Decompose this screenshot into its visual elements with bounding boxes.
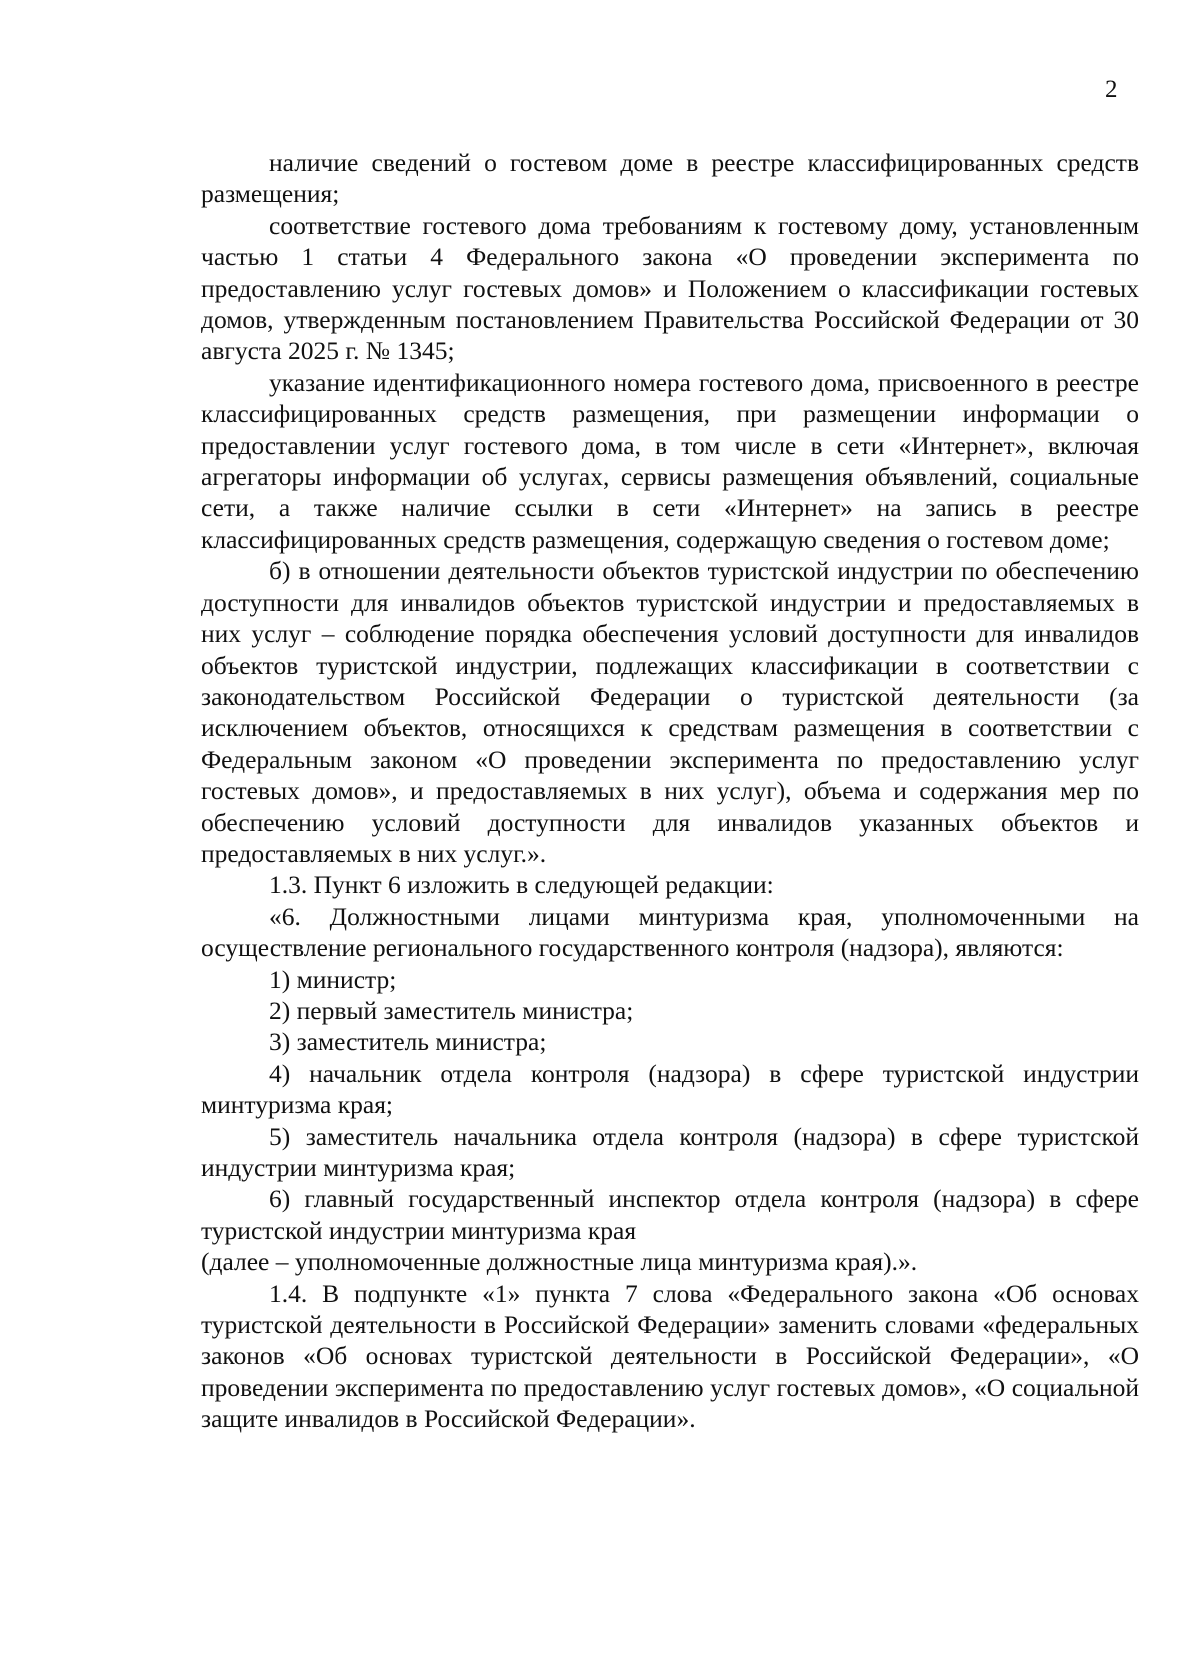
paragraph: б) в отношении деятельности объектов туристской индустрии по обеспечению доступности для инвалидов объектов туристской индустрии и предоставляемых в них услуг – соблюдение порядка обеспечения условий доступности для инвалидов объектов туристской индустрии, подлежащих классификации в соответствии с законодательством Российской Федерации о туристской деятельности (за исключением объектов, относящихся к средствам размещения в соответствии с Федеральным законом «О проведении эксперимента по предоставлению услуг гостевых домов», и предоставляемых в них услуг), объема и содержания мер по обеспечению условий доступности для инвалидов указанных объектов и предоставляемых в них услуг.». — [201, 556, 1139, 868]
paragraph: (далее – уполномоченные должностные лица минтуризма края).». — [201, 1247, 918, 1277]
paragraph: указание идентификационного номера гостевого дома, присвоенного в реестре классифицированных средств размещения, при размещении информации о предоставлении услуг гостевого дома, в том числе в сети «Интернет», включая агрегаторы информации об услугах, сервисы размещения объявлений, социальные сети, а также наличие ссылки в сети «Интернет» на запись в реестре классифицированных средств размещения, содержащую сведения о гостевом доме; — [201, 367, 1139, 554]
list-item: 3) заместитель министра; — [269, 1027, 547, 1057]
paragraph: соответствие гостевого дома требованиям к гостевому дому, установленным частью 1 статьи 4 Федерального закона «О проведении эксперимента по предоставлению услуг гостевых домов» и Положением о классификации гостевых домов, утвержденным постановлением Правительства Российской Федерации от 30 августа 2025 г. № 1345; — [201, 210, 1139, 366]
list-item: 4) начальник отдела контроля (надзора) в сфере туристской индустрии минтуризма края; — [201, 1058, 1139, 1120]
list-item: 5) заместитель начальника отдела контроля (надзора) в сфере туристской индустрии минтуризма края; — [201, 1121, 1139, 1182]
paragraph: наличие сведений о гостевом доме в реестре классифицированных средств размещения; — [201, 148, 1139, 209]
document-body — [201, 147, 1139, 1435]
paragraph: «6. Должностными лицами минтуризма края, уполномоченными на осуществление регионального государственного контроля (надзора), являются: — [201, 901, 1139, 963]
list-item: 1) министр; — [269, 964, 397, 994]
list-item: 6) главный государственный инспектор отдела контроля (надзора) в сфере туристской индустрии минтуризма края — [201, 1184, 1139, 1245]
paragraph: 1.3. Пункт 6 изложить в следующей редакции: — [269, 870, 774, 900]
list-item: 2) первый заместитель министра; — [269, 995, 634, 1025]
paragraph: 1.4. В подпункте «1» пункта 7 слова «Федерального закона «Об основах туристской деятельности в Российской Федерации» заменить словами «федеральных законов «Об основах туристской деятельности в Российской Федерации», «О проведении эксперимента по предоставлению услуг гостевых домов», «О социальной защите инвалидов в Российской Федерации». — [201, 1278, 1139, 1434]
page-number: 2 — [1105, 76, 1118, 103]
